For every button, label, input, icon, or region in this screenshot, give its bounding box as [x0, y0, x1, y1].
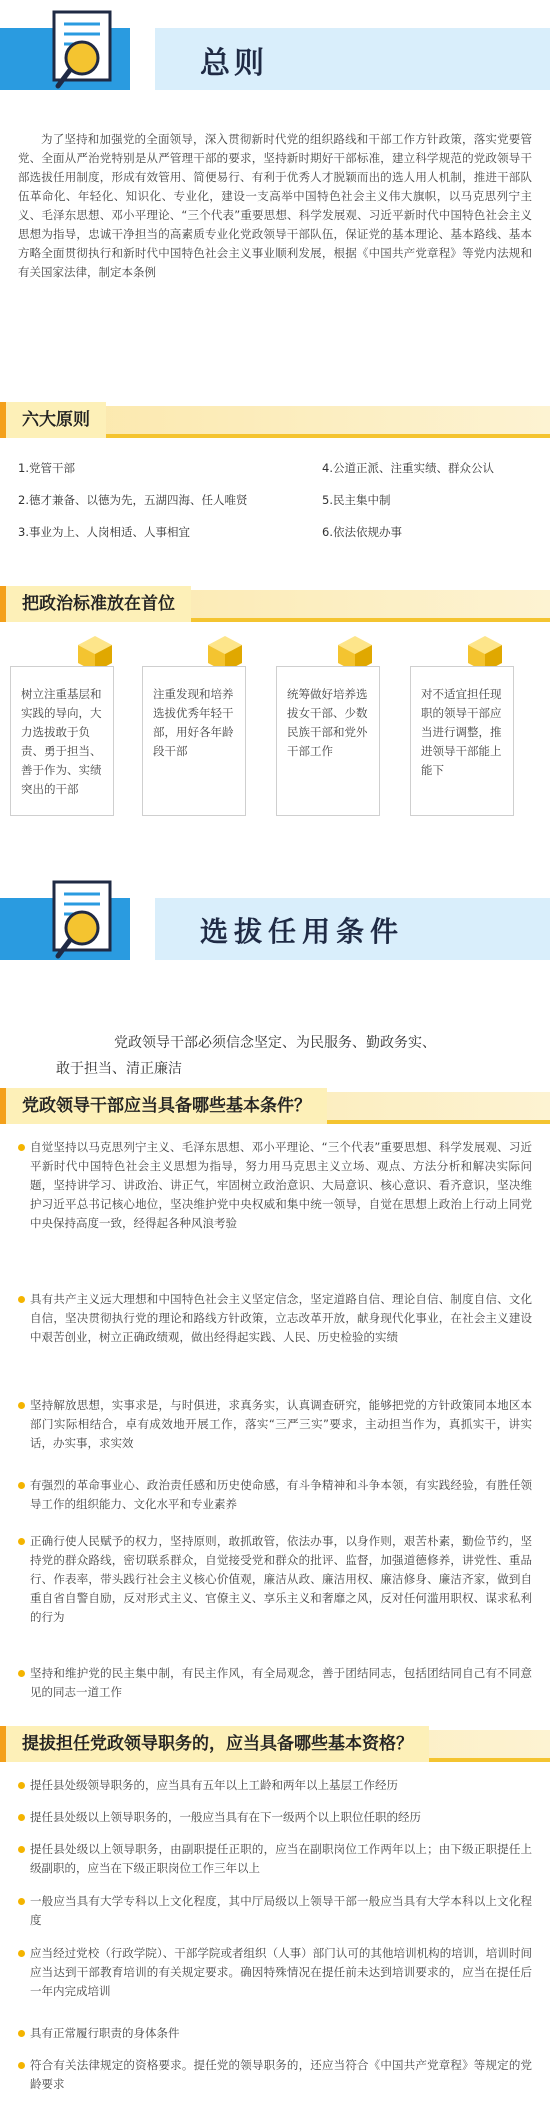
card: 树立注重基层和实践的导向，大力选拔敢于负责、勇于担当、善于作为、实绩突出的干部 [10, 666, 114, 816]
list-item: 符合有关法律规定的资格要求。提任党的领导职务的，还应当符合《中国共产党章程》等规定的党龄要求 [18, 2056, 532, 2094]
list-item: 具有正常履行职责的身体条件 [18, 2024, 532, 2043]
list-item: 应当经过党校（行政学院）、干部学院或者组织（人事）部门认可的其他培训机构的培训，培训时间应当达到干部教育培训的有关规定要求。确因特殊情况在提任前未达到培训要求的，应当在提任后一年内完成培训 [18, 1944, 532, 2001]
list-item: 坚持解放思想，实事求是，与时俱进，求真务实，认真调查研究，能够把党的方针政策同本地区本部门实际相结合，卓有成效地开展工作，落实“三严三实”要求，主动担当作为，真抓实干，讲实话，办实事，求实效 [18, 1396, 532, 1453]
principle-item: 1.党管干部 [18, 461, 75, 475]
list-item: 坚持和维护党的民主集中制，有民主作风，有全局观念，善于团结同志，包括团结同自己有不同意见的同志一道工作 [18, 1664, 532, 1702]
principle-item: 2.德才兼备、以德为先，五湖四海、任人唯贤 [18, 493, 248, 507]
principles-list [0, 438, 550, 546]
selection-intro: 党政领导干部必须信念坚定、为民服务、勤政务实、 敢于担当、清正廉洁 [56, 1035, 436, 1077]
card: 对不适宜担任现职的领导干部应当进行调整，推进领导干部能上能下 [410, 666, 514, 816]
general-provisions-header [0, 0, 550, 118]
six-principles-heading: 六大原则 [0, 394, 550, 438]
principle-item: 6.依法依规办事 [322, 525, 402, 539]
list-item: 自觉坚持以马克思列宁主义、毛泽东思想、邓小平理论、“三个代表”重要思想、科学发展观、习近平新时代中国特色社会主义思想为指导，努力用马克思主义立场、观点、方法分析和解决实际问题，坚持讲学习、讲政治、讲正气，牢固树立政治意识、大局意识、核心意识、看齐意识，坚决维护习近平总书记核心地位，坚决维护党中央权威和集中统一领导，自觉在思想上政治上行动上同党中央保持高度一致，经得起各种风浪考验 [18, 1138, 532, 1233]
list-item: 具有共产主义远大理想和中国特色社会主义坚定信念，坚定道路自信、理论自信、制度自信、文化自信，坚决贯彻执行党的理论和路线方针政策，立志改革开放，献身现代化事业，在社会主义建设中艰苦创业，树立正确政绩观，做出经得起实践、人民、历史检验的实绩 [18, 1290, 532, 1347]
principle-item: 5.民主集中制 [322, 493, 391, 507]
magnifier-document-icon [46, 8, 124, 94]
list-item: 提任县处级以上领导职务，由副职提任正职的，应当在副职岗位工作两年以上；由下级正职提任上级副职的，应当在下级正职岗位工作三年以上 [18, 1840, 532, 1878]
political-standard-heading: 把政治标准放在首位 [0, 578, 550, 622]
principle-item: 4.公道正派、注重实绩、群众公认 [322, 461, 494, 475]
card: 注重发现和培养选拔优秀年轻干部，用好各年龄段干部 [142, 666, 246, 816]
section-title: 选拔任用条件 [200, 915, 405, 948]
principle-item: 3.事业为上、人岗相适、人事相宜 [18, 525, 190, 539]
card: 统筹做好培养选拔女干部、少数民族干部和党外干部工作 [276, 666, 380, 816]
magnifier-document-icon [46, 878, 124, 964]
political-cards [0, 634, 550, 854]
selection-conditions-header [0, 870, 550, 988]
section-title: 总则 [200, 46, 268, 81]
list-item: 正确行使人民赋予的权力，坚持原则，敢抓敢管，依法办事，以身作则，艰苦朴素，勤俭节约，坚持党的群众路线，密切联系群众，自觉接受党和群众的批评、监督，加强道德修养，讲党性、重品行、作表率，带头践行社会主义核心价值观，廉洁从政、廉洁用权、廉洁修身、廉洁齐家，做到自重自省自警自励，反对形式主义、官僚主义、享乐主义和奢靡之风，反对任何滥用职权、谋求私利的行为 [18, 1532, 532, 1627]
list-item: 有强烈的革命事业心、政治责任感和历史使命感，有斗争精神和斗争本领，有实践经验，有胜任领导工作的组织能力、文化水平和专业素养 [18, 1476, 532, 1514]
list-item: 提任县处级领导职务的，应当具有五年以上工龄和两年以上基层工作经历 [18, 1776, 532, 1795]
general-provisions-paragraph: 为了坚持和加强党的全面领导，深入贯彻新时代党的组织路线和干部工作方针政策，落实党要管党、全面从严治党特别是从严管理干部的要求，坚持新时期好干部标准，建立科学规范的党政领导干部选拔任用制度，形成有效管用、简便易行、有利于优秀人才脱颖而出的选人用人机制，推进干部队伍革命化、年轻化、知识化、专业化，建设一支高举中国特色社会主义伟大旗帜，以马克思列宁主义、毛泽东思想、邓小平理论、“三个代表”重要思想、科学发展观、习近平新时代中国特色社会主义思想为指导，忠诚干净担当的高素质专业化党政领导干部队伍，保证党的基本理论、基本路线、基本方略全面贯彻执行和新时代中国特色社会主义事业顺利发展，根据《中国共产党章程》等党内法规和有关国家法律，制定本条例 [18, 132, 532, 279]
list-item: 提任县处级以上领导职务的，一般应当具有在下一级两个以上职位任职的经历 [18, 1808, 532, 1827]
basic-qualifications-heading: 提拔担任党政领导职务的，应当具备哪些基本资格？ [0, 1718, 550, 1762]
list-item: 一般应当具有大学专科以上文化程度，其中厅局级以上领导干部一般应当具有大学本科以上文化程度 [18, 1892, 532, 1930]
basic-conditions-heading: 党政领导干部应当具备哪些基本条件？ [0, 1080, 550, 1124]
